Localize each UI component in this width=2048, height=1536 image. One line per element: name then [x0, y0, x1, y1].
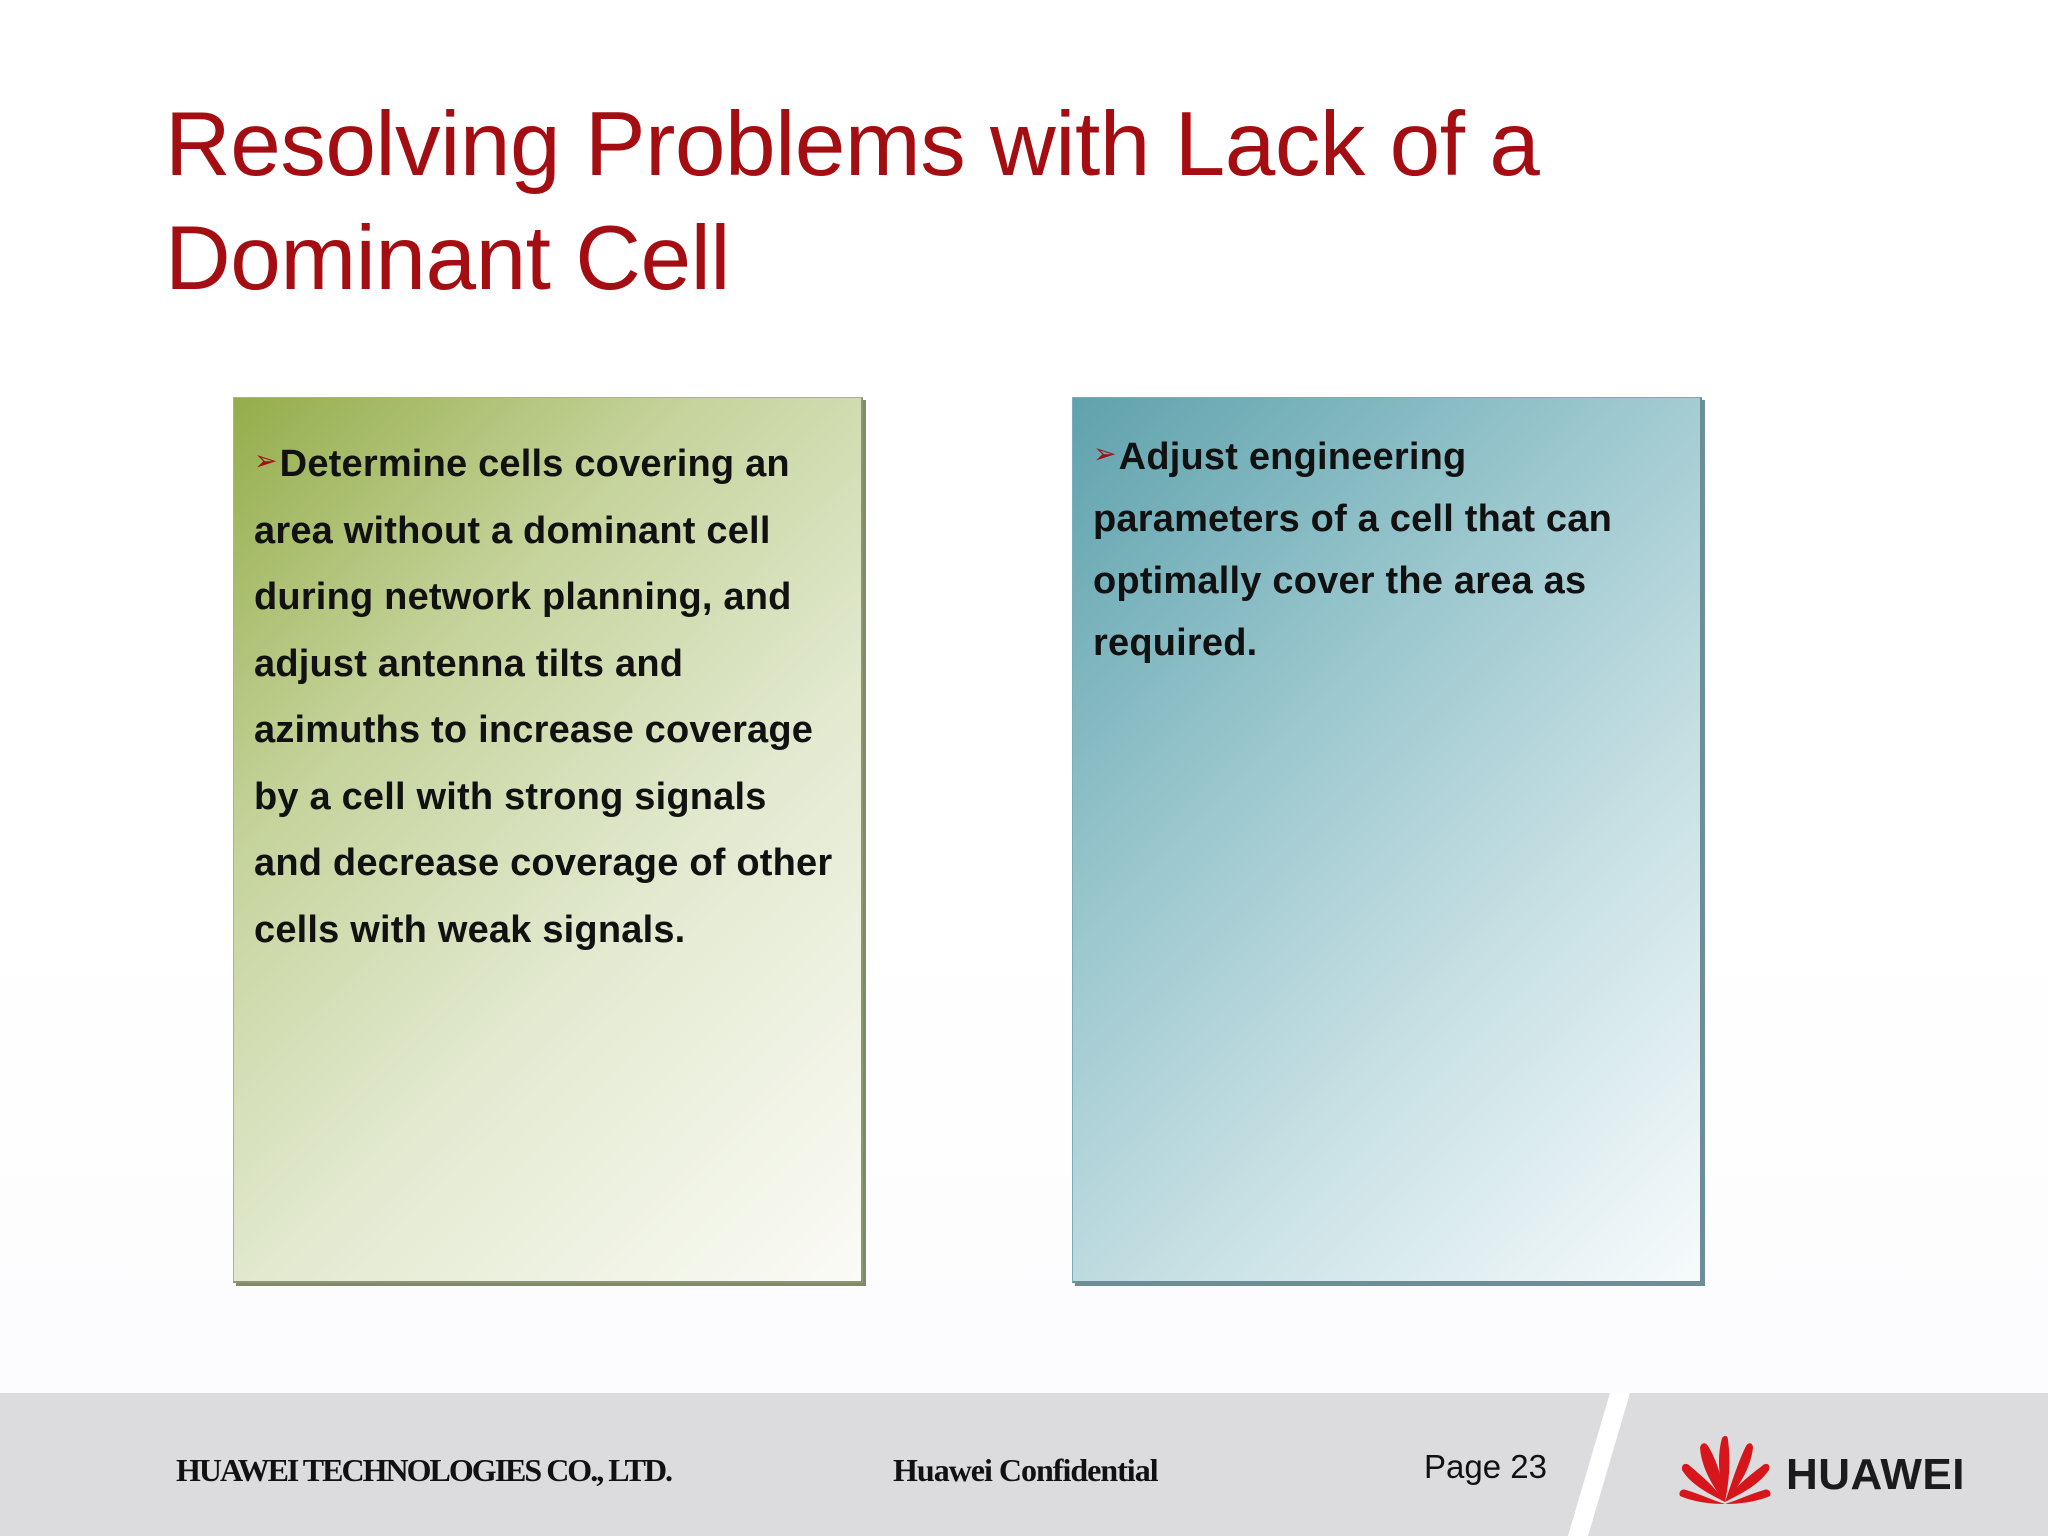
- left-content-box: [233, 397, 863, 1283]
- huawei-logo-text: HUAWEI: [1786, 1450, 1965, 1499]
- huawei-logo: [1676, 1430, 1996, 1510]
- footer-page-number: Page 23: [1424, 1448, 1547, 1485]
- left-box-paragraph: [254, 428, 841, 963]
- huawei-petal-icon: [1676, 1430, 1774, 1510]
- arrowhead-bullet-icon: ➢: [254, 445, 278, 476]
- arrowhead-bullet-icon: ➢: [1093, 438, 1117, 469]
- right-box-text: Adjust engineering parameters of a cell that can optimally cover the area as required.: [1093, 436, 1613, 664]
- slide-title: Resolving Problems with Lack of a Dominant Cell: [165, 94, 1540, 309]
- footer-company-name: HUAWEI TECHNOLOGIES CO., LTD.: [176, 1452, 672, 1488]
- right-box-paragraph: [1093, 423, 1680, 674]
- right-content-box: [1072, 397, 1702, 1283]
- footer-confidential-label: Huawei Confidential: [893, 1452, 1158, 1488]
- left-box-text: Determine cells covering an area without a dominant cell during network planning, and adjust antenna tilts and azimuths to increase coverage by a cell with strong signals and decrease coverage of other cells with weak signals.: [254, 443, 833, 951]
- footer-divider-stripe: [1568, 1393, 1668, 1536]
